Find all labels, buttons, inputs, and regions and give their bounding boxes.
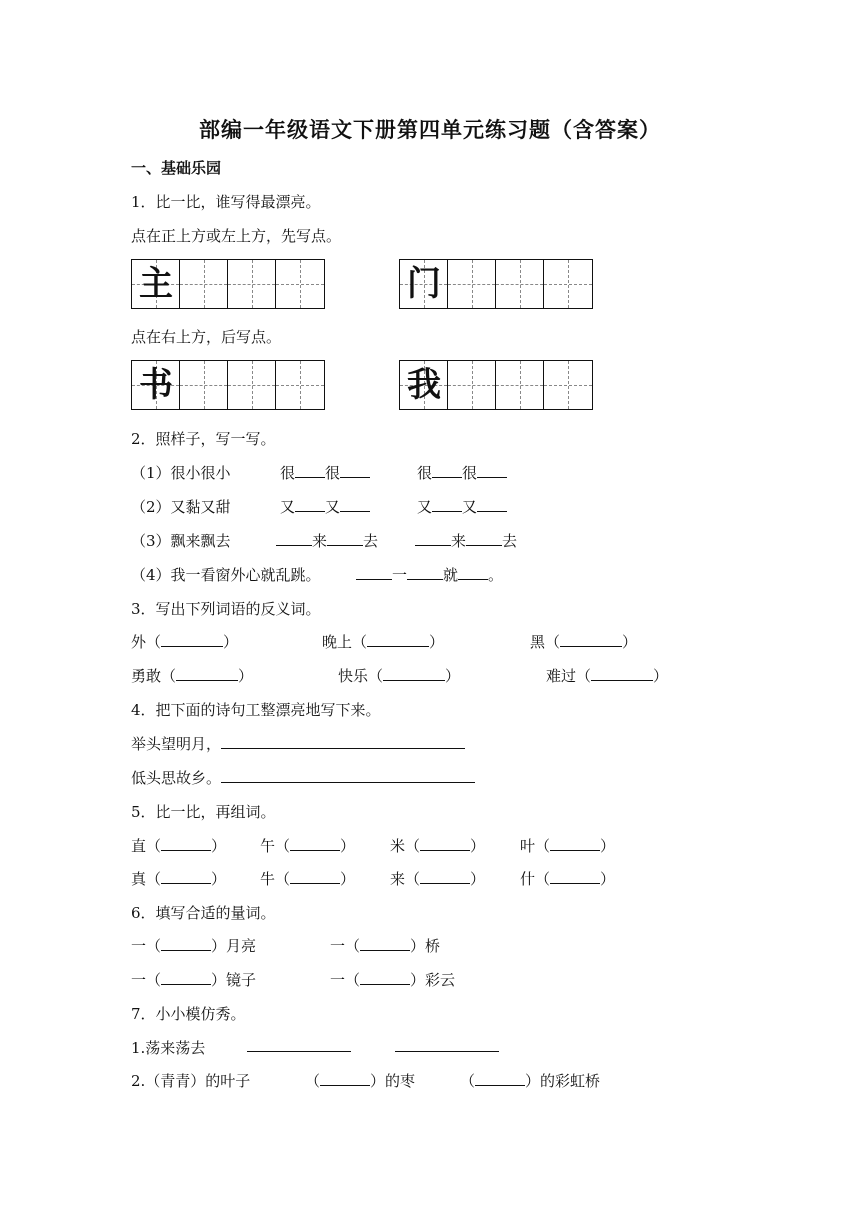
answer-blank[interactable] xyxy=(161,869,211,884)
answer-blank[interactable] xyxy=(432,497,462,512)
model-char: 我 xyxy=(407,365,441,405)
q2-row-1-fill-a xyxy=(280,462,370,483)
page-title: 部编一年级语文下册第四单元练习题（含答案） xyxy=(199,118,661,142)
model-char: 书 xyxy=(139,365,173,405)
answer-blank[interactable] xyxy=(221,768,475,783)
example-sentence: （4）我一看窗外心就乱跳。 xyxy=(131,566,321,584)
fill-char: 又 xyxy=(280,498,296,516)
answer-blank[interactable] xyxy=(477,497,507,512)
imitate-blank-2 xyxy=(395,1037,499,1056)
compare-item: 真（ ） xyxy=(131,870,227,888)
answer-blank[interactable] xyxy=(420,836,470,851)
poem-text: 举头望明月， xyxy=(131,735,222,753)
answer-blank[interactable] xyxy=(407,565,443,580)
answer-blank[interactable] xyxy=(560,632,622,647)
fill-char: 很 xyxy=(325,464,341,482)
q1-hint-2: 点在右上方，后写点。 xyxy=(131,328,282,346)
section-heading: 一、基础乐园 xyxy=(131,159,222,177)
answer-blank[interactable] xyxy=(290,869,340,884)
q2-row-3-fill-a xyxy=(276,530,378,551)
example-phrase: （1）很小很小 xyxy=(131,464,231,482)
compare-char: 什 xyxy=(520,870,536,888)
answer-blank[interactable] xyxy=(415,531,451,546)
imitate-item: （ ）的彩虹桥 xyxy=(460,1072,601,1090)
antonym-item: 外（ ） xyxy=(131,633,239,651)
imitate-line-2 xyxy=(131,1070,250,1091)
q2-heading: 2．照样子，写一写。 xyxy=(131,430,276,448)
model-char: 门 xyxy=(407,264,441,304)
q2-row-1-fill-b xyxy=(417,462,507,483)
compare-char: 午 xyxy=(260,837,276,855)
writing-grid-2 xyxy=(399,259,593,309)
q2-row-4 xyxy=(131,564,321,585)
fill-char: 来 xyxy=(312,532,328,550)
compare-item: 午（ ） xyxy=(260,837,356,855)
practice-cell[interactable] xyxy=(448,260,496,308)
answer-blank[interactable] xyxy=(340,463,370,478)
measure-word-item: 一（ ）桥 xyxy=(330,937,441,955)
measure-prefix: 一 xyxy=(131,937,147,955)
imitate-noun: 的枣 xyxy=(385,1072,416,1090)
imitate-noun: 的彩虹桥 xyxy=(540,1072,601,1090)
q2-row-2-fill-b xyxy=(417,496,507,517)
fill-char: 来 xyxy=(451,532,467,550)
measure-noun: 月亮 xyxy=(226,937,257,955)
q1-hint-1: 点在正上方或左上方，先写点。 xyxy=(131,227,342,245)
answer-blank[interactable] xyxy=(466,531,502,546)
antonym-word: 晚上 xyxy=(322,633,353,651)
compare-char: 直 xyxy=(131,837,147,855)
measure-noun: 镜子 xyxy=(226,971,257,989)
fill-char: 又 xyxy=(417,498,433,516)
fill-char: 去 xyxy=(363,532,379,550)
writing-grid-3 xyxy=(131,360,325,410)
answer-blank[interactable] xyxy=(432,463,462,478)
answer-blank[interactable] xyxy=(320,1071,370,1086)
imitate-blank-1 xyxy=(247,1037,351,1056)
answer-blank[interactable] xyxy=(340,497,370,512)
compare-char: 真 xyxy=(131,870,147,888)
fill-char: 很 xyxy=(462,464,478,482)
antonym-item: 快乐（ ） xyxy=(338,667,461,685)
measure-word-item: 一（ ）镜子 xyxy=(131,971,257,989)
imitate-example: 1.荡来荡去 xyxy=(131,1039,206,1057)
measure-word-item: 一（ ）彩云 xyxy=(330,971,456,989)
answer-blank[interactable] xyxy=(247,1037,351,1052)
answer-blank[interactable] xyxy=(295,497,325,512)
imitate-item: （ ）的枣 xyxy=(305,1072,416,1090)
answer-blank[interactable] xyxy=(360,936,410,951)
fill-char: 。 xyxy=(488,566,504,584)
practice-cell[interactable] xyxy=(180,260,228,308)
compare-item: 牛（ ） xyxy=(260,870,356,888)
compare-item: 直（ ） xyxy=(131,837,227,855)
poem-text: 低头思故乡。 xyxy=(131,769,222,787)
antonym-word: 外 xyxy=(131,633,147,651)
compare-item: 叶（ ） xyxy=(520,837,616,855)
q2-row-3 xyxy=(131,530,231,551)
answer-blank[interactable] xyxy=(221,734,465,749)
model-char: 主 xyxy=(139,264,173,304)
answer-blank[interactable] xyxy=(383,666,445,681)
answer-blank[interactable] xyxy=(161,936,211,951)
compare-item: 什（ ） xyxy=(520,870,616,888)
answer-blank[interactable] xyxy=(276,531,312,546)
measure-prefix: 一 xyxy=(330,937,346,955)
answer-blank[interactable] xyxy=(290,836,340,851)
compare-char: 来 xyxy=(390,870,406,888)
answer-blank[interactable] xyxy=(360,970,410,985)
practice-cell[interactable] xyxy=(496,260,544,308)
practice-cell[interactable] xyxy=(276,361,324,409)
q7-heading: 7．小小模仿秀。 xyxy=(131,1005,246,1023)
measure-word-item: 一（ ）月亮 xyxy=(131,937,257,955)
answer-blank[interactable] xyxy=(356,565,392,580)
practice-cell[interactable] xyxy=(496,361,544,409)
compare-item: 米（ ） xyxy=(390,837,486,855)
practice-cell[interactable] xyxy=(228,361,276,409)
q4-heading: 4．把下面的诗句工整漂亮地写下来。 xyxy=(131,701,381,719)
compare-item: 来（ ） xyxy=(390,870,486,888)
compare-char: 叶 xyxy=(520,837,536,855)
answer-blank[interactable] xyxy=(161,632,223,647)
practice-cell[interactable] xyxy=(180,361,228,409)
answer-blank[interactable] xyxy=(458,565,488,580)
antonym-word: 快乐 xyxy=(338,667,369,685)
practice-cell[interactable] xyxy=(448,361,496,409)
q2-row-3-fill-b xyxy=(415,530,517,551)
answer-blank[interactable] xyxy=(550,869,600,884)
answer-blank[interactable] xyxy=(477,463,507,478)
measure-noun: 桥 xyxy=(425,937,441,955)
compare-char: 牛 xyxy=(260,870,276,888)
practice-cell[interactable] xyxy=(544,361,592,409)
answer-blank[interactable] xyxy=(420,869,470,884)
fill-char: 又 xyxy=(325,498,341,516)
answer-blank[interactable] xyxy=(161,836,211,851)
antonym-item: 黑（ ） xyxy=(530,633,638,651)
q2-row-1 xyxy=(131,462,231,483)
q2-row-4-fill xyxy=(356,564,503,585)
answer-blank[interactable] xyxy=(295,463,325,478)
fill-char: 很 xyxy=(280,464,296,482)
q2-row-2 xyxy=(131,496,231,517)
q2-row-2-fill-a xyxy=(280,496,370,517)
q5-heading: 5．比一比，再组词。 xyxy=(131,803,276,821)
practice-cell[interactable] xyxy=(276,260,324,308)
fill-char: 很 xyxy=(417,464,433,482)
measure-prefix: 一 xyxy=(330,971,346,989)
practice-cell[interactable] xyxy=(228,260,276,308)
poem-line-1 xyxy=(131,733,465,754)
fill-char: 又 xyxy=(462,498,478,516)
answer-blank[interactable] xyxy=(395,1037,499,1052)
poem-line-2 xyxy=(131,767,475,788)
fill-char: 一 xyxy=(392,566,408,584)
answer-blank[interactable] xyxy=(176,666,238,681)
measure-prefix: 一 xyxy=(131,971,147,989)
antonym-word: 黑 xyxy=(530,633,546,651)
compare-char: 米 xyxy=(390,837,406,855)
answer-blank[interactable] xyxy=(550,836,600,851)
answer-blank[interactable] xyxy=(161,970,211,985)
fill-char: 就 xyxy=(443,566,459,584)
q1-heading: 1．比一比，谁写得最漂亮。 xyxy=(131,193,321,211)
answer-blank[interactable] xyxy=(475,1071,525,1086)
writing-grid-1 xyxy=(131,259,325,309)
answer-blank[interactable] xyxy=(327,531,363,546)
example-phrase: （2）又黏又甜 xyxy=(131,498,231,516)
practice-cell[interactable] xyxy=(544,260,592,308)
measure-noun: 彩云 xyxy=(425,971,456,989)
answer-blank[interactable] xyxy=(591,666,653,681)
antonym-word: 勇敢 xyxy=(131,667,162,685)
imitate-example: 2.（青青）的叶子 xyxy=(131,1072,251,1090)
answer-blank[interactable] xyxy=(367,632,429,647)
antonym-word: 难过 xyxy=(546,667,577,685)
writing-grid-4 xyxy=(399,360,593,410)
fill-char: 去 xyxy=(502,532,518,550)
antonym-item: 勇敢（ ） xyxy=(131,667,254,685)
q6-heading: 6．填写合适的量词。 xyxy=(131,904,276,922)
example-phrase: （3）飘来飘去 xyxy=(131,532,231,550)
antonym-item: 晚上（ ） xyxy=(322,633,445,651)
antonym-item: 难过（ ） xyxy=(546,667,669,685)
q3-heading: 3．写出下列词语的反义词。 xyxy=(131,600,321,618)
imitate-line-1 xyxy=(131,1037,205,1058)
